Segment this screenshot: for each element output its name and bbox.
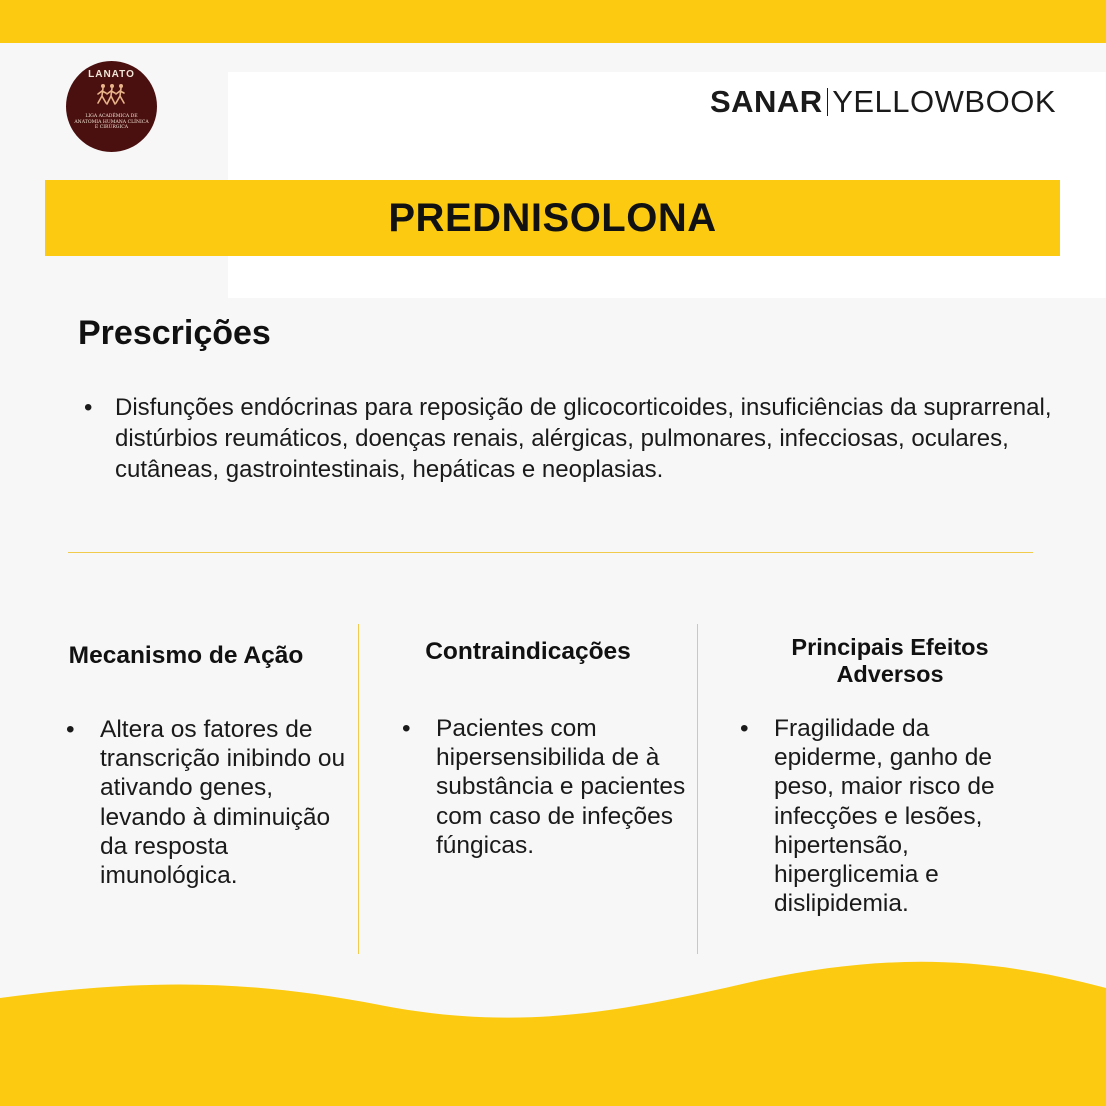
list-item-text: Fragilidade da epiderme, ganho de peso, maior risco de infecções e lesões, hipertensão, hiperglicemia e dislipidemia. — [774, 715, 995, 918]
section-divider — [68, 552, 1033, 553]
list-item-text: Disfunções endócrinas para reposição de glicocorticoides, insuficiências da suprarrenal, distúrbios reumáticos, doenças renais, alérgicas, pulmonares, infecciosas, oculares, cutâneas, gastrointestinais, hepáticas e neoplasias. — [115, 394, 1052, 483]
column-list — [66, 715, 351, 890]
column-mecanismo — [66, 640, 356, 890]
bottom-wave — [0, 950, 1106, 1106]
column-heading: Principais Efeitos Adversos — [791, 634, 989, 687]
column-divider — [697, 624, 698, 954]
list-item — [84, 392, 1064, 485]
brand-light: YELLOWBOOK — [832, 84, 1056, 119]
column-list — [402, 714, 687, 860]
column-heading: Mecanismo de Ação — [68, 642, 304, 669]
brand-logo — [710, 84, 1056, 120]
runners-emblem-icon — [96, 83, 127, 109]
brand-separator — [827, 88, 829, 116]
logo-subtitle: LIGA ACADÊMICA DE ANATOMIA HUMANA CLÍNICA E CIRÚRGICA — [74, 114, 149, 130]
column-efeitos — [740, 634, 1060, 918]
list-item — [66, 715, 351, 890]
brand-bold: SANAR — [709, 84, 823, 119]
list-item — [402, 714, 687, 860]
page-title: PREDNISOLONA — [388, 195, 717, 240]
column-divider — [358, 624, 359, 954]
prescricoes-heading: Prescrições — [78, 314, 271, 352]
title-band — [45, 180, 1060, 256]
prescricoes-list — [84, 392, 1064, 485]
list-item-text: Altera os fatores de transcrição inibindo ou ativando genes, levando à diminuição da resposta imunológica. — [100, 716, 346, 890]
top-accent-bar — [0, 0, 1106, 43]
logo-title: LANATO — [88, 69, 135, 80]
bullet-icon: • — [84, 394, 93, 421]
column-list — [740, 714, 1025, 918]
list-item-text: Pacientes com hipersensibilida de à substância e pacientes com caso de infeções fúngicas. — [436, 715, 686, 859]
list-item — [740, 714, 1025, 918]
bullet-icon: • — [402, 715, 411, 742]
lanato-logo — [66, 61, 157, 152]
column-contraindicacoes — [402, 637, 692, 859]
bullet-icon: • — [66, 716, 75, 743]
column-heading: Contraindicações — [425, 638, 631, 665]
bullet-icon: • — [740, 715, 749, 742]
